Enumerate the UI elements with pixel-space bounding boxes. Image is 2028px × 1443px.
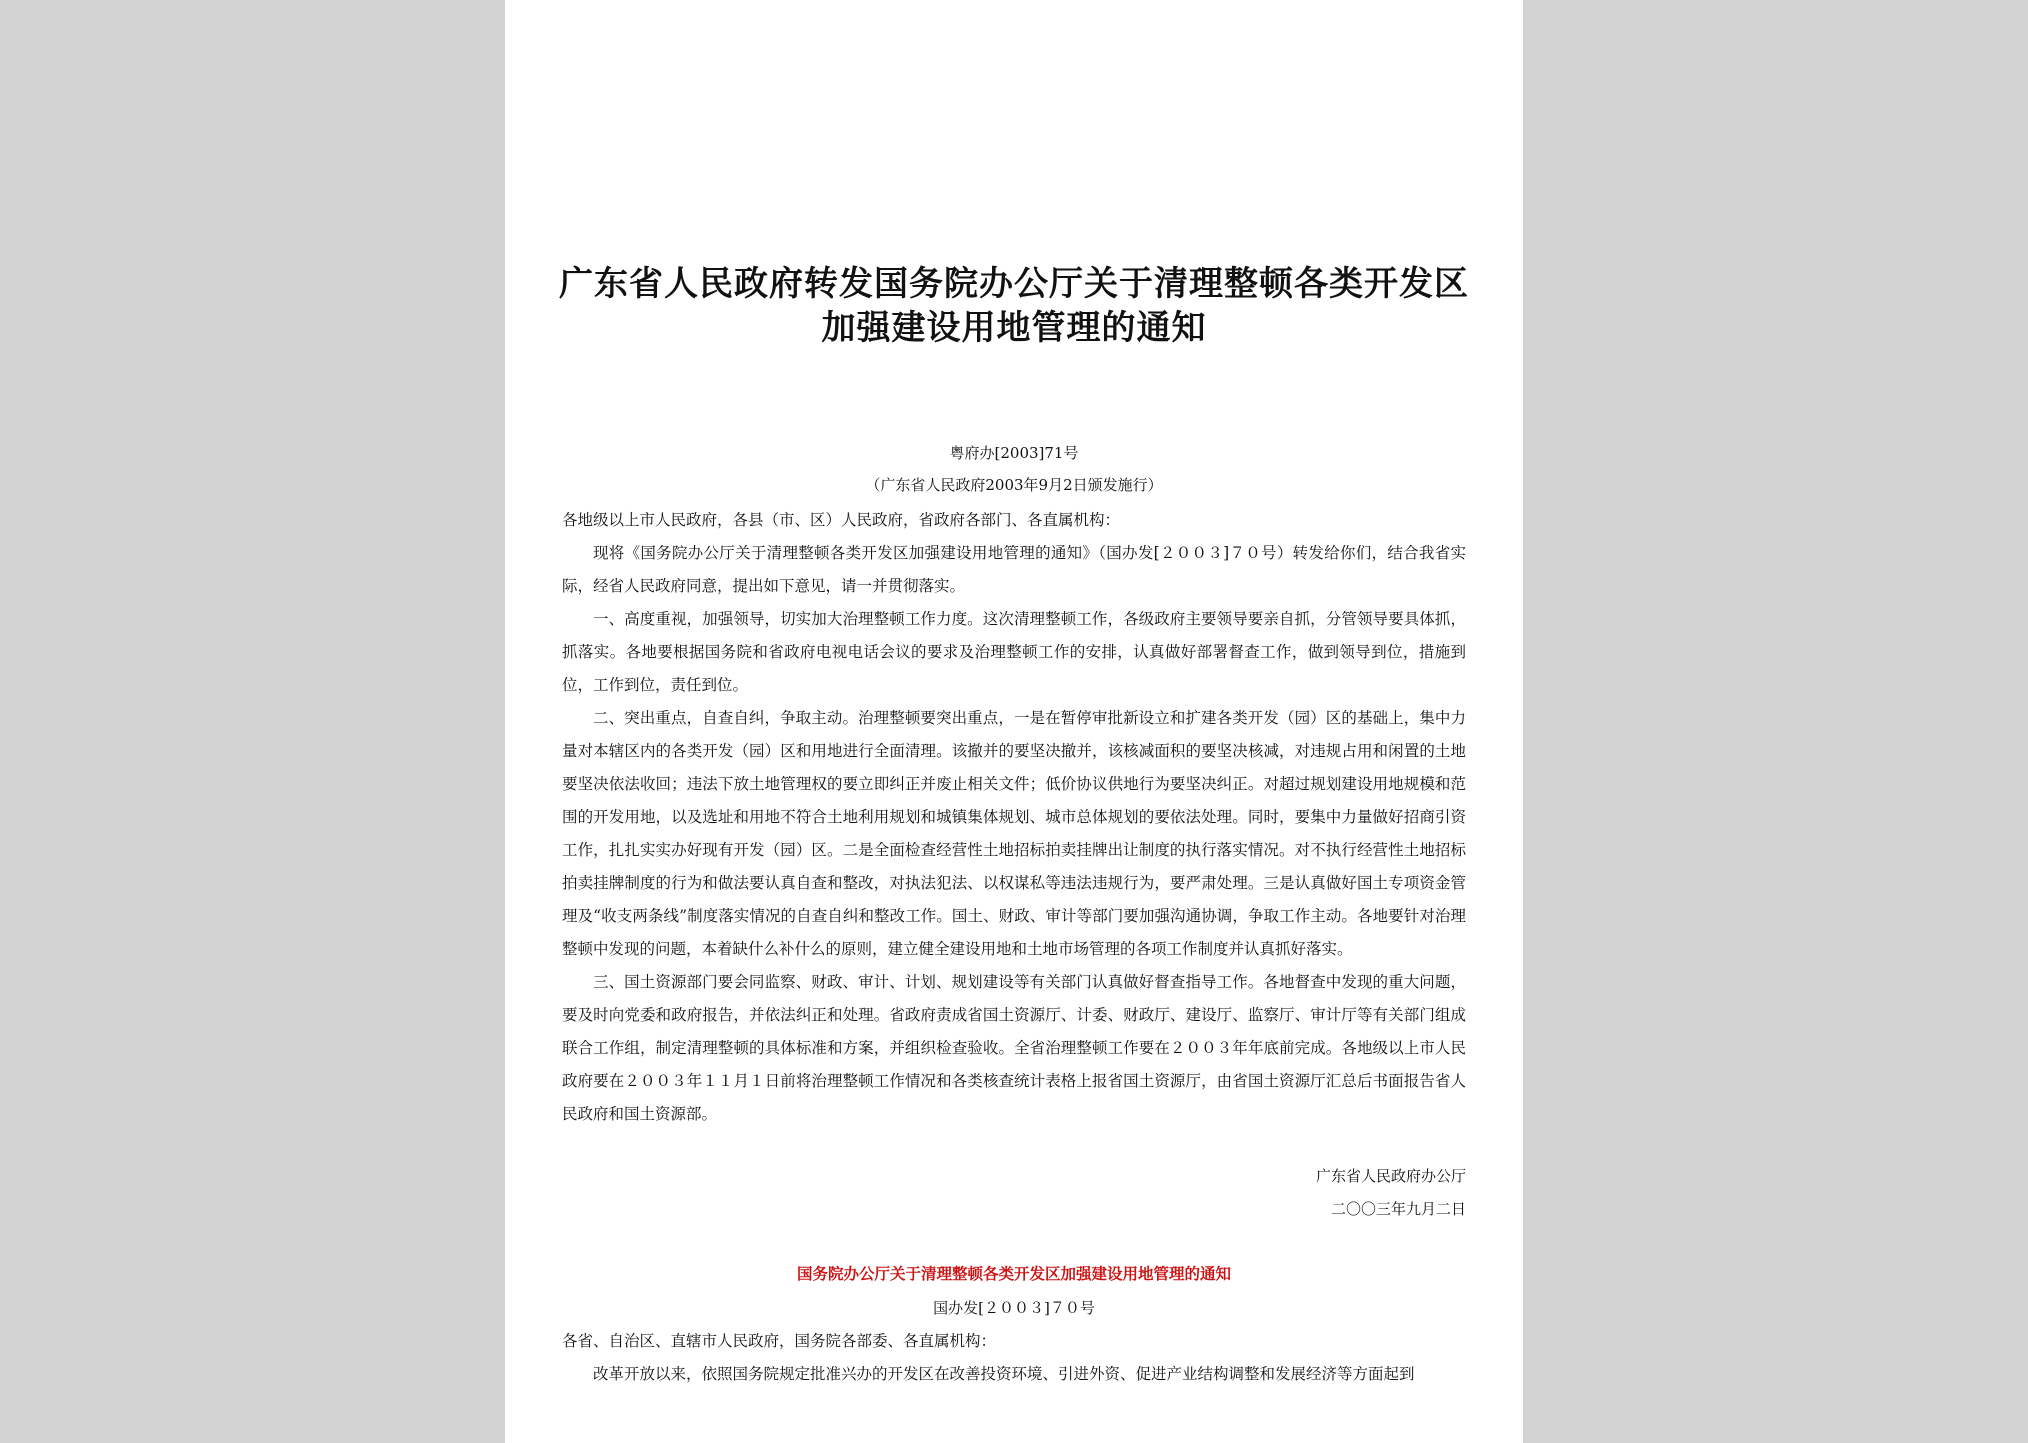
attachment-body xyxy=(562,1325,1466,1391)
issued-note: （广东省人民政府2003年9月2日颁发施行） xyxy=(865,476,1163,494)
document-number: 粤府办[2003]71号 xyxy=(949,444,1079,462)
paragraph-three: 三、国土资源部门要会同监察、财政、审计、计划、规划建设等有关部门认真做好督查指导工作。各地督查中发现的重大问题，要及时向党委和政府报告，并依法纠正和处理。省政府责成省国土资源厅、计委、财政厅、建设厅、监察厅、审计厅等有关部门组成联合工作组，制定清理整顿的具体标准和方案，并组织检查验收。全省治理整顿工作要在２００３年年底前完成。各地级以上市人民政府要在２００３年１１月１日前将治理整顿工作情况和各类核查统计表格上报省国土资源厅，由省国土资源厅汇总后书面报告省人民政府和国土资源部。 xyxy=(562,973,1466,1123)
signature-date: 二〇〇三年九月二日 xyxy=(1330,1200,1466,1218)
addressee-line: 各地级以上市人民政府，各县（市、区）人民政府，省政府各部门、各直属机构： xyxy=(562,511,1121,529)
signature-org: 广东省人民政府办公厅 xyxy=(1315,1167,1466,1185)
paragraph-one: 一、高度重视，加强领导，切实加大治理整顿工作力度。这次清理整顿工作，各级政府主要领导要亲自抓，分管领导要具体抓，抓落实。各地要根据国务院和省政府电视电话会议的要求及治理整顿工作的安排，认真做好部署督查工作，做到领导到位，措施到位，工作到位，责任到位。 xyxy=(562,610,1466,694)
document-title: 广东省人民政府转发国务院办公厅关于清理整顿各类开发区加强建设用地管理的通知 xyxy=(559,264,1469,348)
document-page xyxy=(505,0,1523,1443)
paragraph-two: 二、突出重点，自查自纠，争取主动。治理整顿要突出重点，一是在暂停审批新设立和扩建各类开发（园）区的基础上，集中力量对本辖区内的各类开发（园）区和用地进行全面清理。该撤并的要坚决撤并，该核减面积的要坚决核减，对违规占用和闲置的土地要坚决依法收回；违法下放土地管理权的要立即纠正并废止相关文件；低价协议供地行为要坚决纠正。对超过规划建设用地规模和范围的开发用地，以及选址和用地不符合土地利用规划和城镇集体规划、城市总体规划的要依法处理。同时，要集中力量做好招商引资工作，扎扎实实办好现有开发（园）区。二是全面检查经营性土地招标拍卖挂牌出让制度的执行落实情况。对不执行经营性土地招标拍卖挂牌制度的行为和做法要认真自查和整改，对执法犯法、以权谋私等违法违规行为，要严肃处理。三是认真做好国土专项资金管理及“收支两条线”制度落实情况的自查自纠和整改工作。国土、财政、审计等部门要加强沟通协调，争取工作主动。各地要针对治理整顿中发现的问题，本着缺什么补什么的原则，建立健全建设用地和土地市场管理的各项工作制度并认真抓好落实。 xyxy=(562,709,1466,958)
paragraph-intro: 现将《国务院办公厅关于清理整顿各类开发区加强建设用地管理的通知》（国办发[２００３]７０号）转发给你们，结合我省实际，经省人民政府同意，提出如下意见，请一并贯彻落实。 xyxy=(562,544,1466,595)
attachment-first-line: 改革开放以来，依照国务院规定批准兴办的开发区在改善投资环境、引进外资、促进产业结构调整和发展经济等方面起到 xyxy=(593,1365,1415,1383)
attachment-addressee: 各省、自治区、直辖市人民政府，国务院各部委、各直属机构： xyxy=(562,1332,997,1350)
document-body xyxy=(562,504,1466,1131)
attachment-title: 国务院办公厅关于清理整顿各类开发区加强建设用地管理的通知 xyxy=(796,1264,1231,1283)
attachment-doc-number: 国办发[２００３]７０号 xyxy=(933,1299,1095,1317)
